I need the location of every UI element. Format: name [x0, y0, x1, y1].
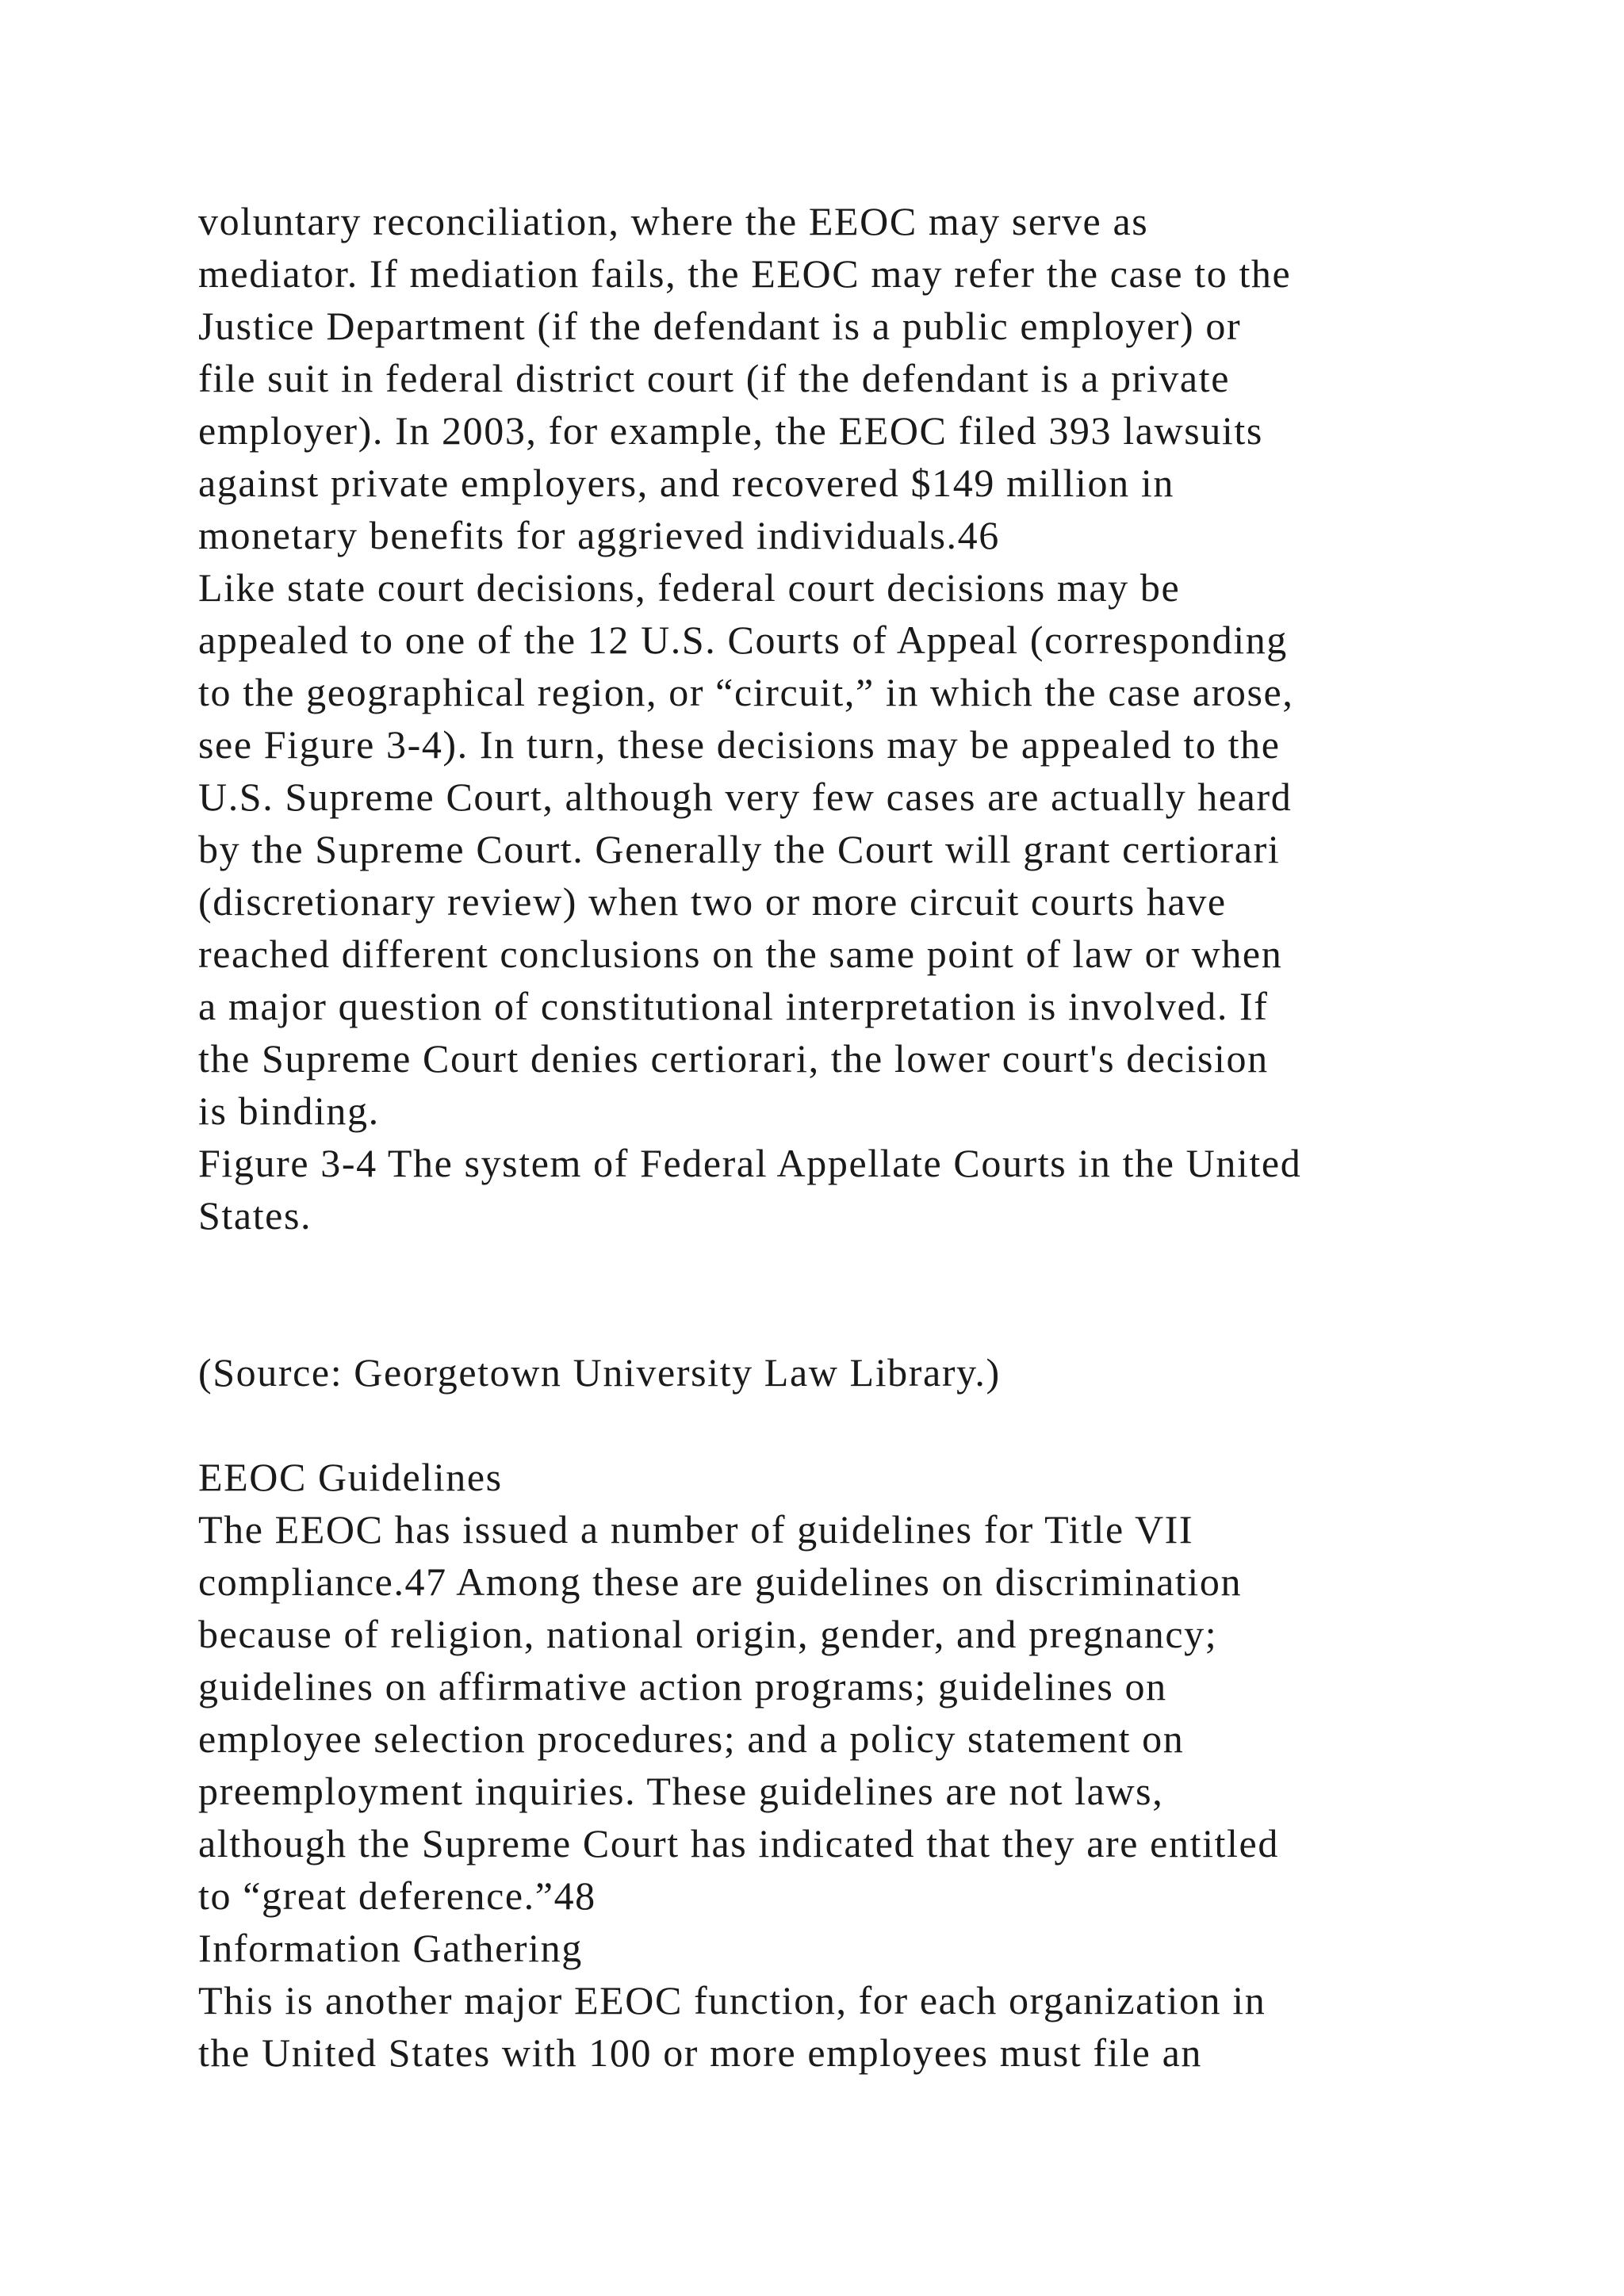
text-line: guidelines on affirmative action programs; guidelines on	[198, 1664, 1167, 1709]
text-line: against private employers, and recovered $149 million in	[198, 461, 1174, 505]
text-line: monetary benefits for aggrieved individuals.46	[198, 513, 1000, 557]
text-line: voluntary reconciliation, where the EEOC may serve as	[198, 199, 1149, 243]
text-line: (discretionary review) when two or more circuit courts have	[198, 879, 1227, 924]
section-heading: Information Gathering	[198, 1926, 583, 1970]
text-line: to the geographical region, or “circuit,” in which the case arose,	[198, 670, 1294, 714]
text-line: is binding.	[198, 1089, 380, 1133]
text-line: States.	[198, 1193, 312, 1238]
text-line: mediator. If mediation fails, the EEOC may refer the case to the	[198, 251, 1292, 296]
document-page	[198, 195, 1499, 2079]
text-line: the Supreme Court denies certiorari, the lower court's decision	[198, 1036, 1269, 1081]
blank-line	[198, 1242, 1499, 1294]
section-information-gathering	[198, 1922, 1499, 2079]
text-line: file suit in federal district court (if the defendant is a private	[198, 356, 1230, 400]
text-line: to “great deference.”48	[198, 1873, 596, 1918]
section-eeoc-guidelines	[198, 1451, 1499, 1922]
source-note: (Source: Georgetown University Law Library.)	[198, 1350, 1001, 1395]
text-line: a major question of constitutional interpretation is involved. If	[198, 984, 1269, 1028]
text-line: preemployment inquiries. These guidelines are not laws,	[198, 1769, 1164, 1813]
text-line: Justice Department (if the defendant is a public employer) or	[198, 304, 1242, 348]
blank-line	[198, 1294, 1499, 1346]
text-line: Figure 3-4 The system of Federal Appellate Courts in the United	[198, 1141, 1302, 1185]
text-line: compliance.47 Among these are guidelines on discrimination	[198, 1559, 1243, 1604]
text-line: employee selection procedures; and a policy statement on	[198, 1716, 1185, 1761]
text-line: employer). In 2003, for example, the EEOC filed 393 lawsuits	[198, 408, 1263, 453]
text-line: by the Supreme Court. Generally the Court will grant certiorari	[198, 827, 1281, 871]
text-line: see Figure 3-4). In turn, these decisions may be appealed to the	[198, 722, 1281, 767]
figure-caption	[198, 1137, 1499, 1242]
section-heading: EEOC Guidelines	[198, 1455, 503, 1499]
blank-line	[198, 1399, 1499, 1451]
text-line: although the Supreme Court has indicated that they are entitled	[198, 1821, 1279, 1866]
text-line: The EEOC has issued a number of guidelines for Title VII	[198, 1507, 1194, 1552]
text-line: appealed to one of the 12 U.S. Courts of Appeal (corresponding	[198, 618, 1288, 662]
text-line: Like state court decisions, federal court decisions may be	[198, 565, 1181, 610]
text-line: the United States with 100 or more employees must file an	[198, 2030, 1202, 2075]
paragraph-appeals	[198, 561, 1499, 1137]
text-line: reached different conclusions on the same point of law or when	[198, 932, 1283, 976]
text-line: because of religion, national origin, gender, and pregnancy;	[198, 1612, 1218, 1656]
text-line: This is another major EEOC function, for each organization in	[198, 1978, 1266, 2022]
paragraph-mediation	[198, 195, 1499, 561]
text-line: U.S. Supreme Court, although very few cases are actually heard	[198, 775, 1293, 819]
